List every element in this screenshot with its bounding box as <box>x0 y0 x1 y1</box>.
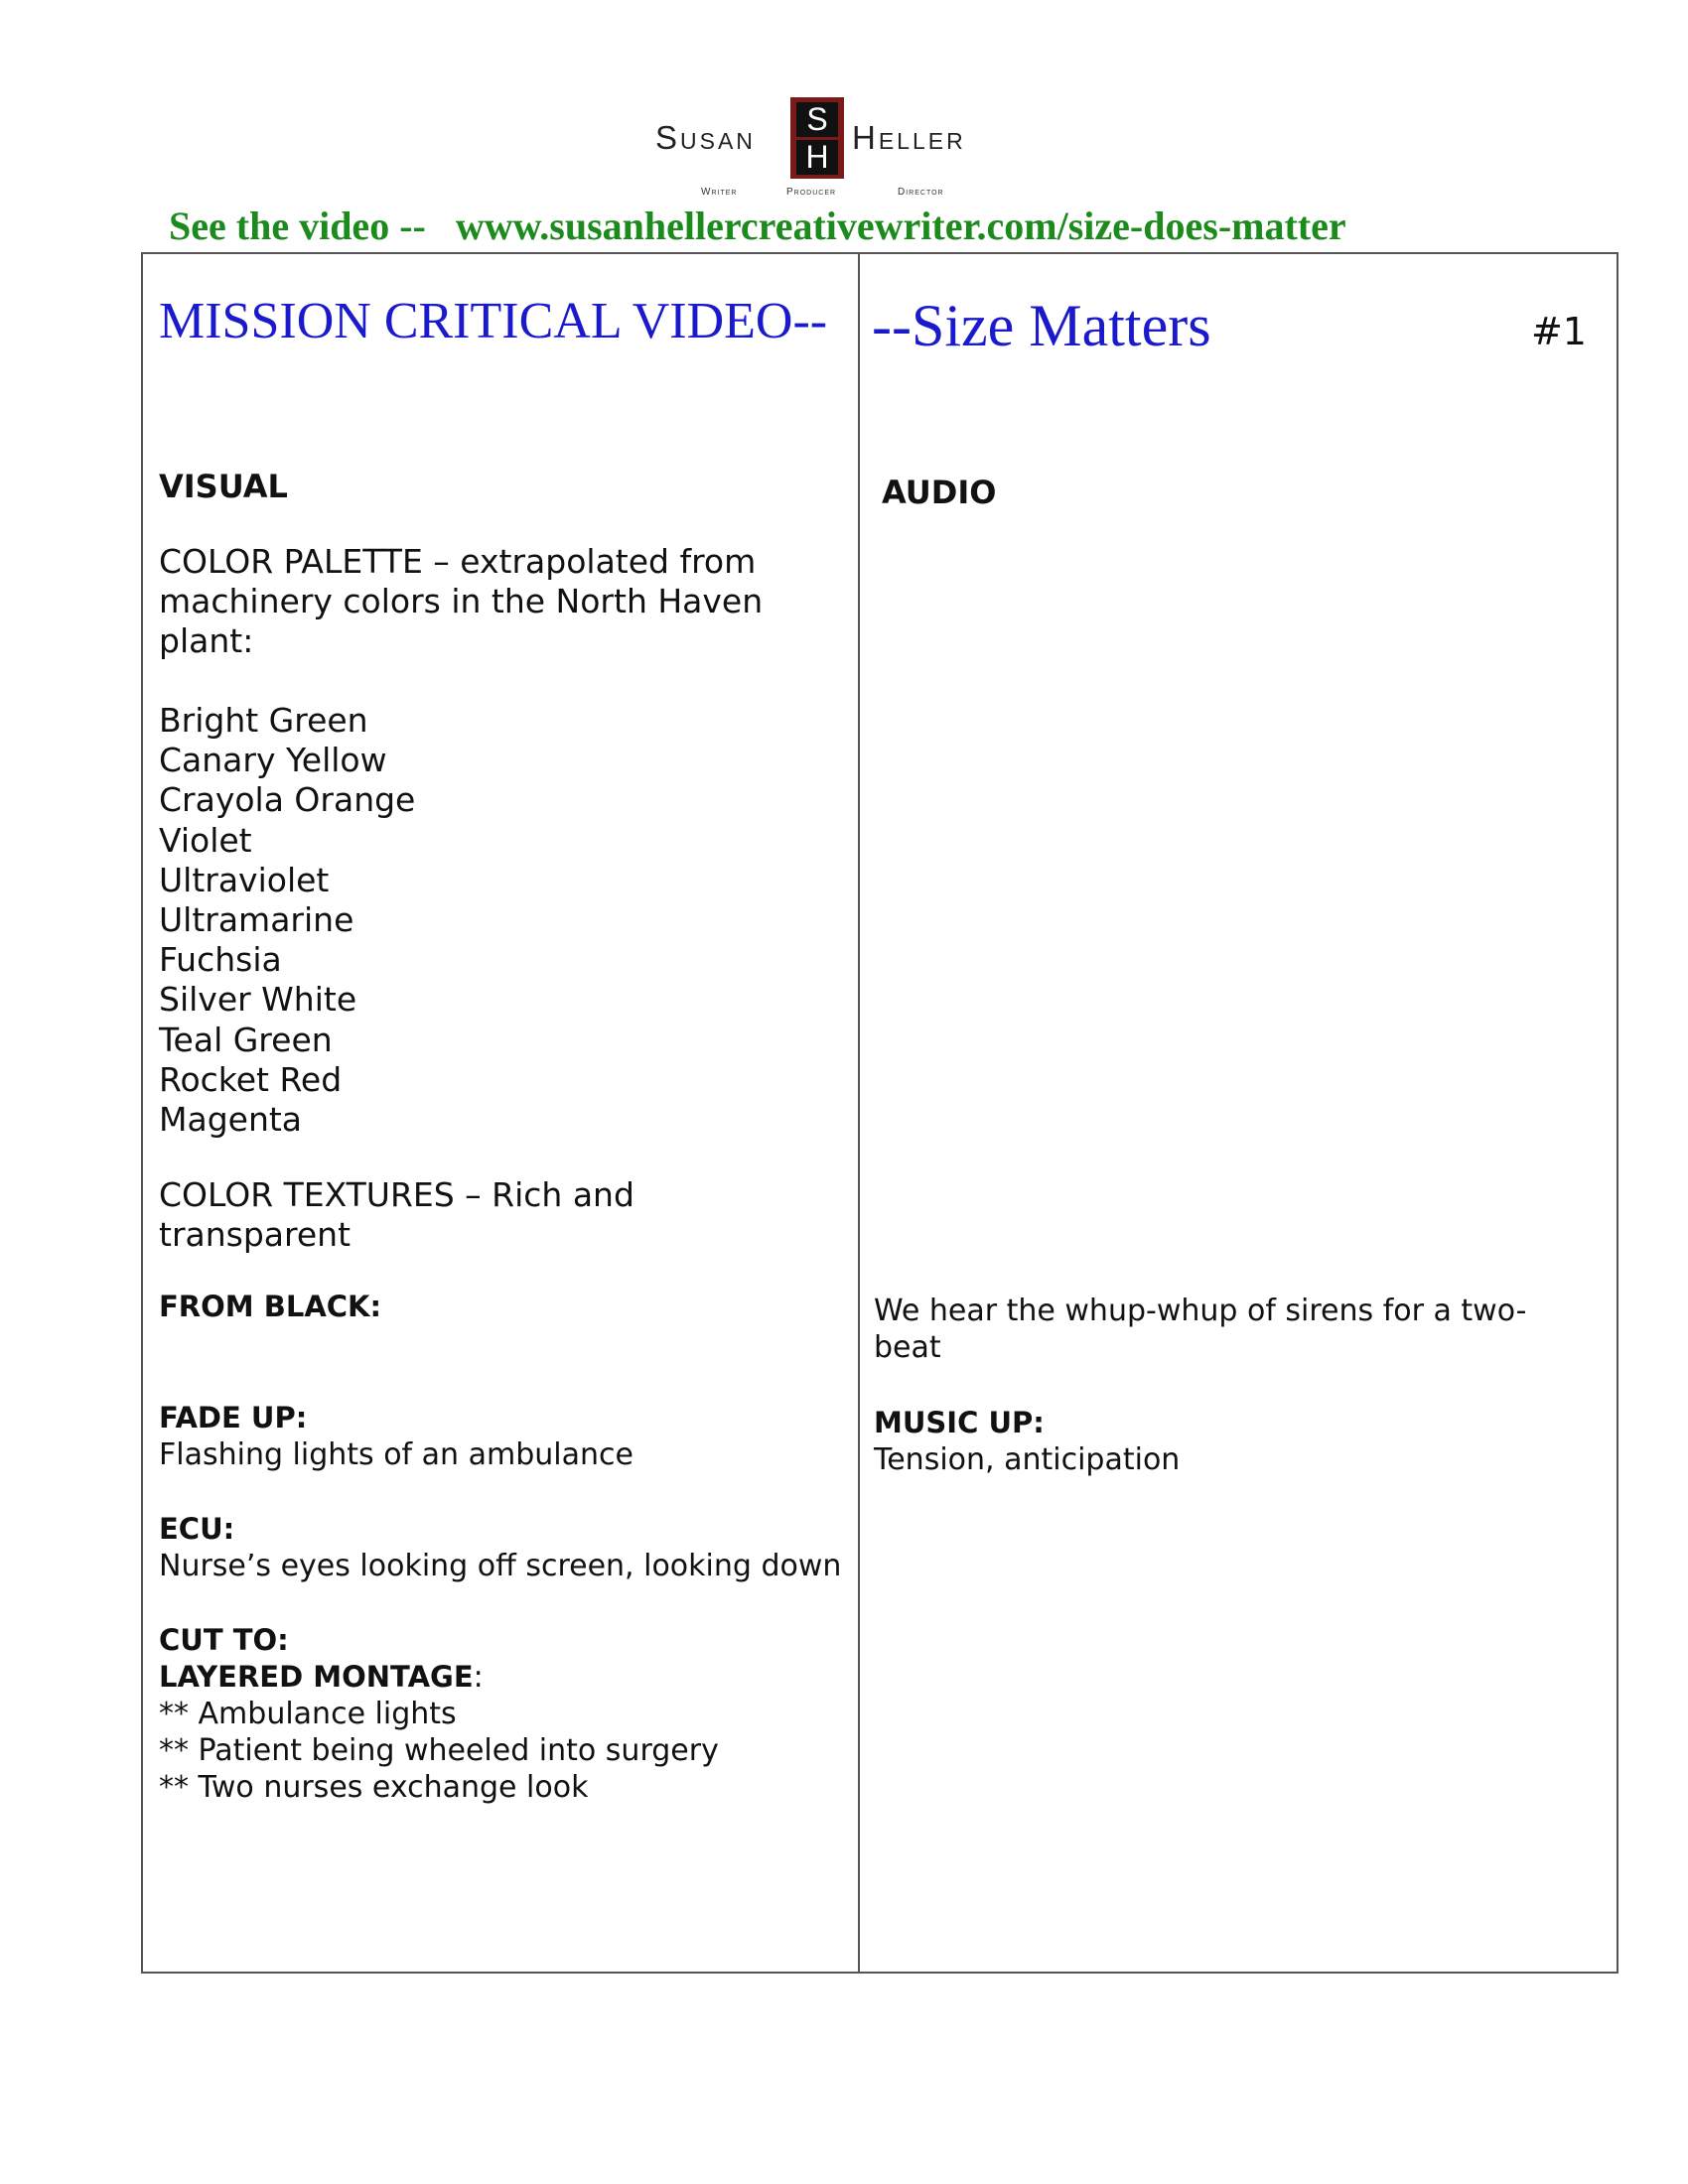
montage-item: ** Patient being wheeled into surgery <box>159 1733 719 1768</box>
palette-item: Violet <box>159 820 252 860</box>
logo-monogram-top: S <box>796 102 838 137</box>
logo-monogram-bottom: H <box>796 140 838 175</box>
logo-role-director: Director <box>898 187 944 198</box>
palette-list <box>159 701 848 1140</box>
layered-montage-colon: : <box>473 1660 484 1695</box>
layered-montage-line <box>159 1659 848 1696</box>
from-black-heading: FROM BLACK: <box>159 1290 382 1323</box>
palette-item: Ultraviolet <box>159 860 330 899</box>
ecu-heading: ECU: <box>159 1512 235 1546</box>
script-table <box>141 252 1618 1974</box>
logo-role-writer: Writer <box>701 187 738 198</box>
palette-item: Silver White <box>159 980 357 1020</box>
audio-column <box>860 254 1617 1972</box>
music-up-heading: MUSIC UP: <box>874 1406 1045 1439</box>
palette-item: Teal Green <box>159 1020 333 1059</box>
montage-list <box>159 1696 848 1806</box>
left-title: MISSION CRITICAL VIDEO-- <box>159 293 828 349</box>
visual-column <box>143 254 858 1972</box>
palette-item: Ultramarine <box>159 900 354 940</box>
video-link-line <box>169 203 1346 249</box>
palette-item: Crayola Orange <box>159 780 416 820</box>
fade-up-heading: FADE UP: <box>159 1401 308 1434</box>
audio-heading: AUDIO <box>882 474 997 511</box>
susan-heller-logo <box>655 97 1013 206</box>
montage-item: ** Two nurses exchange look <box>159 1770 589 1805</box>
music-up-text: Tension, anticipation <box>874 1442 1181 1477</box>
palette-item: Magenta <box>159 1100 303 1140</box>
logo-role-producer: Producer <box>786 187 837 198</box>
logo-first-name: Susan <box>655 119 756 156</box>
layered-montage-heading: LAYERED MONTAGE <box>159 1660 474 1694</box>
visual-heading: VISUAL <box>159 468 288 505</box>
fade-up-text: Flashing lights of an ambulance <box>159 1437 633 1472</box>
video-link-prefix: See the video -- <box>169 204 426 248</box>
page-number: #1 <box>1530 310 1587 353</box>
right-title: --Size Matters <box>872 293 1211 358</box>
color-textures: COLOR TEXTURES – Rich and transparent <box>159 1175 634 1254</box>
palette-item: Canary Yellow <box>159 741 387 780</box>
video-link-url[interactable]: www.susanhellercreativewriter.com/size-does-matter <box>455 204 1346 248</box>
palette-item: Rocket Red <box>159 1059 343 1099</box>
palette-intro: COLOR PALETTE – extrapolated from machinery colors in the North Haven plant: <box>159 542 764 660</box>
palette-item: Bright Green <box>159 701 368 740</box>
ecu-text: Nurse’s eyes looking off screen, looking down <box>159 1549 842 1583</box>
palette-item: Fuchsia <box>159 940 282 980</box>
logo-last-name: Heller <box>852 119 966 156</box>
montage-item: ** Ambulance lights <box>159 1697 457 1731</box>
logo-monogram <box>790 97 844 179</box>
cut-to-heading: CUT TO: <box>159 1623 289 1657</box>
sirens-text: We hear the whup-whup of sirens for a two-beat <box>874 1294 1527 1365</box>
